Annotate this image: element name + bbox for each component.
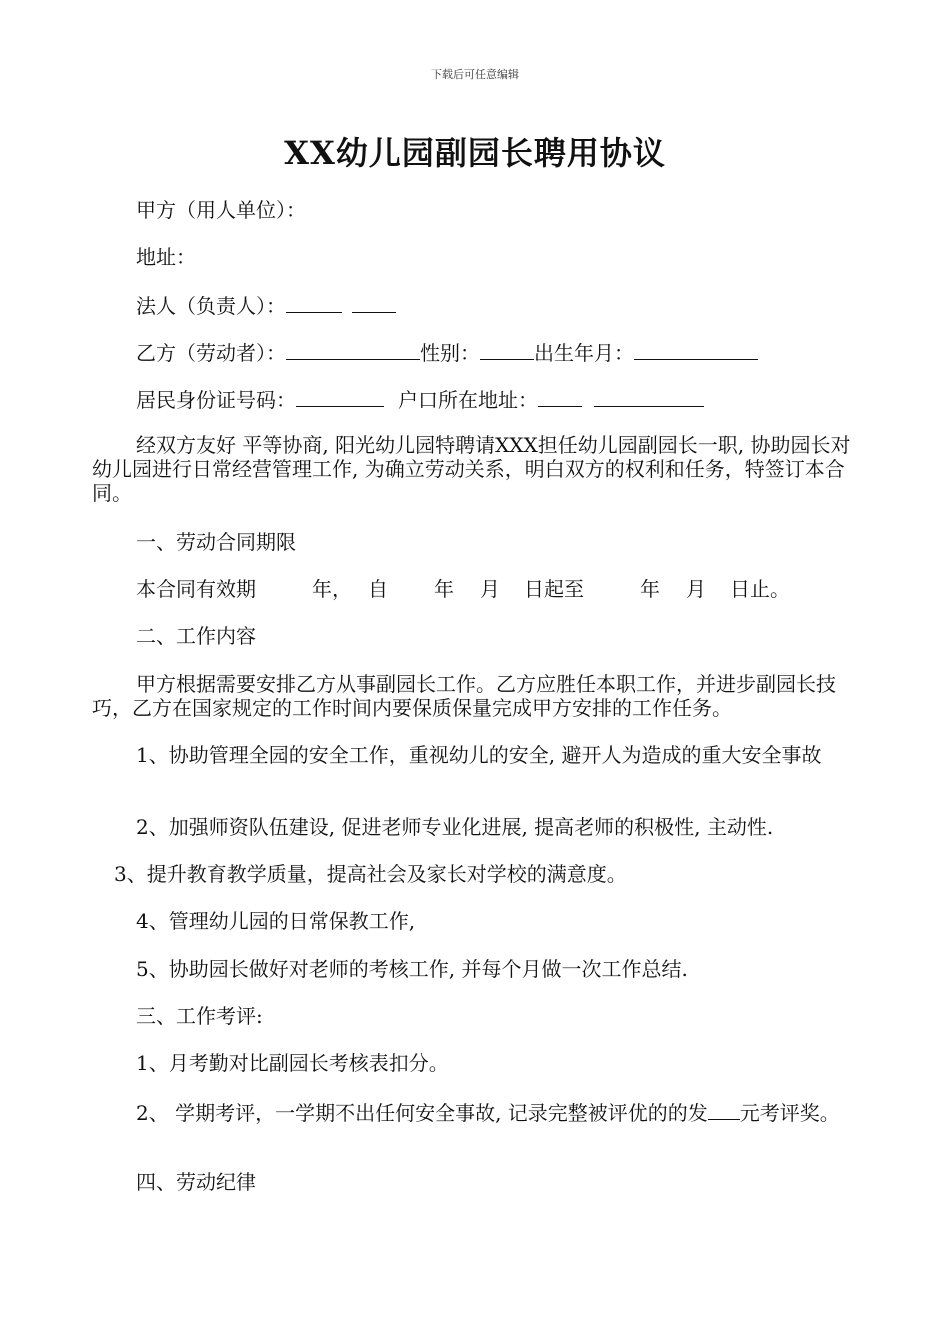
legal-rep-line bbox=[92, 292, 906, 318]
legal-rep-blank-1 bbox=[286, 292, 342, 313]
contract-term-line bbox=[92, 577, 906, 601]
address-label: 地址： bbox=[136, 245, 196, 269]
section-2-item-3: 3、提升教育教学质量，提高社会及家长对学校的满意度。 bbox=[114, 862, 627, 886]
section-2-item-5: 5、协助园长做好对老师的考核工作, 并每个月做一次工作总结. bbox=[136, 957, 688, 981]
term-text-g: 年 bbox=[640, 577, 660, 601]
gender-label: 性别： bbox=[420, 341, 480, 365]
section-3-item-2-text: 2、 学期考评，一学期不出任何安全事故, 记录完整被评优的的发 bbox=[136, 1101, 708, 1125]
section-2-item-2: 2、加强师资队伍建设, 促进老师专业化进展, 提高老师的积极性, 主动性. bbox=[136, 815, 774, 839]
term-text-a: 本合同有效期 bbox=[136, 577, 256, 601]
term-text-c: 自 bbox=[368, 577, 388, 601]
gender-blank bbox=[480, 339, 534, 360]
party-b-name-blank bbox=[286, 339, 420, 360]
term-text-e: 月 bbox=[480, 577, 500, 601]
term-text-i: 日止。 bbox=[730, 577, 790, 601]
birth-blank bbox=[634, 339, 758, 360]
id-number-blank bbox=[296, 386, 384, 407]
party-a-label: 甲方（用人单位）： bbox=[136, 198, 306, 222]
party-b-line bbox=[92, 339, 906, 365]
section-3-item-2-tail: 元考评奖。 bbox=[739, 1101, 840, 1125]
section-1-heading: 一、劳动合同期限 bbox=[136, 530, 296, 554]
term-text-d: 年 bbox=[434, 577, 454, 601]
id-line bbox=[92, 386, 906, 412]
id-number-label: 居民身份证号码： bbox=[136, 388, 296, 412]
term-text-h: 月 bbox=[686, 577, 706, 601]
hukou-blank-1 bbox=[538, 386, 582, 407]
birth-label: 出生年月： bbox=[534, 341, 634, 365]
legal-rep-blank-2 bbox=[352, 292, 396, 313]
section-2-heading: 二、工作内容 bbox=[136, 624, 256, 648]
party-b-label: 乙方（劳动者）： bbox=[136, 341, 286, 365]
section-2-body: 甲方根据需要安排乙方从事副园长工作。乙方应胜任本职工作，并进步副园长技巧，乙方在国家规定的工作时间内要保质保量完成甲方安排的工作任务。 bbox=[92, 672, 836, 720]
party-a-line bbox=[92, 198, 906, 222]
section-3-item-2 bbox=[92, 1099, 858, 1125]
section-2-item-4: 4、管理幼儿园的日常保教工作, bbox=[136, 909, 416, 933]
intro-paragraph: 经双方友好 平等协商, 阳光幼儿园特聘请XXX担任幼儿园副园长一职, 协助园长对幼儿园进行日常经营管理工作, 为确立劳动关系，明白双方的权利和任务，特签订本合同。 bbox=[92, 433, 851, 505]
term-text-b: 年， bbox=[312, 577, 352, 601]
section-2-item-1: 1、协助管理全园的安全工作，重视幼儿的安全, 避开人为造成的重大安全事故 bbox=[136, 743, 822, 767]
section-3-item-1: 1、月考勤对比副园长考核表扣分。 bbox=[136, 1051, 449, 1075]
hukou-blank-2 bbox=[594, 386, 704, 407]
section-4-heading: 四、劳动纪律 bbox=[136, 1170, 256, 1194]
hukou-label: 户口所在地址： bbox=[398, 388, 538, 412]
address-line bbox=[92, 245, 906, 269]
document-title: XX幼儿园副园长聘用协议 bbox=[284, 134, 666, 172]
header-note: 下载后可任意编辑 bbox=[431, 68, 519, 81]
term-text-f: 日起至 bbox=[524, 577, 584, 601]
section-3-heading: 三、工作考评: bbox=[136, 1004, 263, 1028]
legal-rep-label: 法人（负责人）： bbox=[136, 294, 286, 318]
bonus-amount-blank bbox=[708, 1099, 740, 1120]
